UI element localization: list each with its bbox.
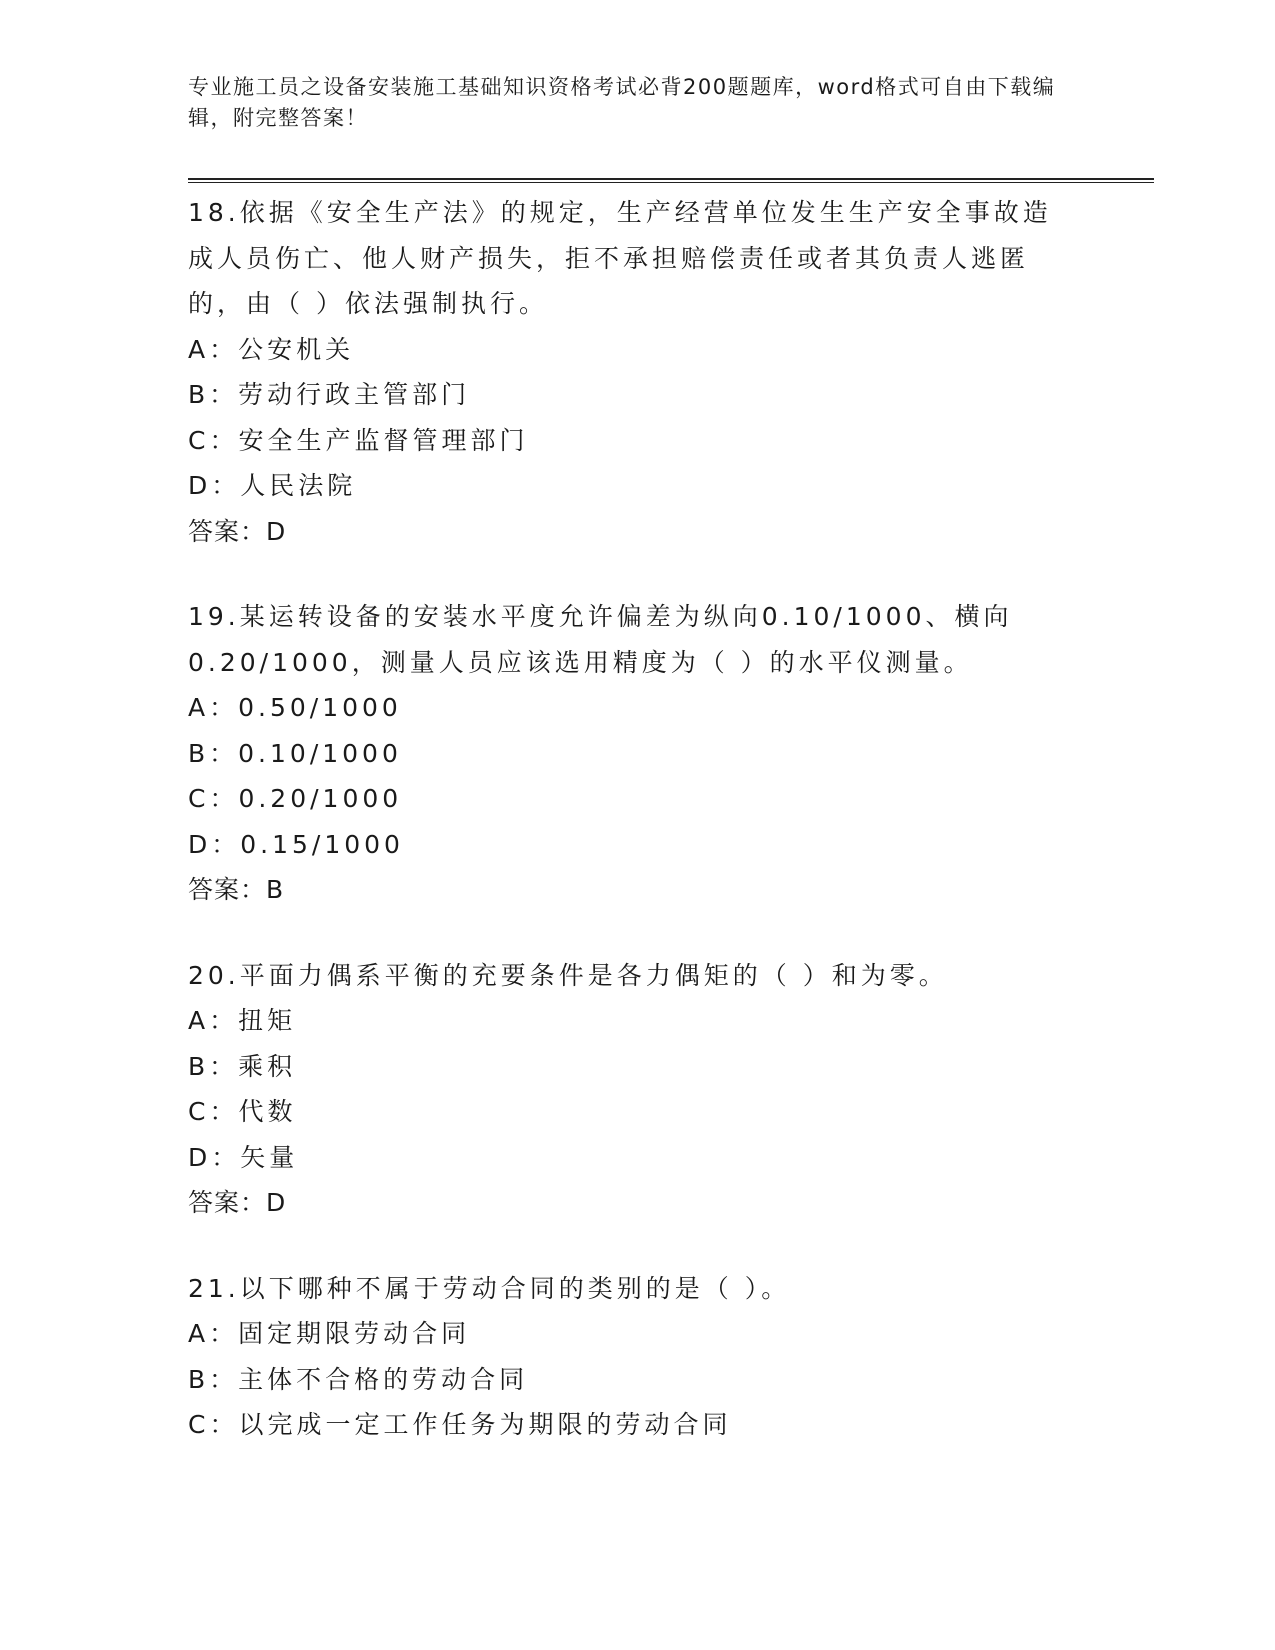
answer-label: 答案：B <box>188 875 285 904</box>
question-18 <box>188 190 1088 554</box>
answer-label: 答案：D <box>188 1188 287 1217</box>
document-header: 专业施工员之设备安装施工基础知识资格考试必背200题题库，word格式可自由下载编辑，附完整答案！ <box>188 75 1056 130</box>
option-b: B：0.10/1000 <box>188 738 402 768</box>
option-c: C：代数 <box>188 1097 297 1126</box>
option-d: D：0.15/1000 <box>188 829 404 859</box>
option-d: D：矢量 <box>188 1142 299 1172</box>
question-stem: 21.以下哪种不属于劳动合同的类别的是（ ）。 <box>188 1273 791 1303</box>
option-c: C：以完成一定工作任务为期限的劳动合同 <box>188 1410 732 1439</box>
question-21 <box>188 1266 1088 1448</box>
question-list <box>188 190 1088 1488</box>
header-divider <box>188 178 1154 183</box>
option-a: A：固定期限劳动合同 <box>188 1319 471 1348</box>
option-a: A：扭矩 <box>188 1006 297 1035</box>
option-d: D：人民法院 <box>188 471 357 500</box>
question-20 <box>188 953 1088 1226</box>
question-19 <box>188 594 1088 913</box>
question-stem: 19.某运转设备的安装水平度允许偏差为纵向0.10/1000、横向0.20/1000，测量人员应该选用精度为（ ）的水平仪测量。 <box>188 602 1013 677</box>
option-a: A：0.50/1000 <box>188 693 402 722</box>
question-stem: 18.依据《安全生产法》的规定，生产经营单位发生生产安全事故造成人员伤亡、他人财产损失，拒不承担赔偿责任或者其负责人逃匿的，由（ ）依法强制执行。 <box>188 198 1052 318</box>
option-b: B：乘积 <box>188 1051 297 1081</box>
option-b: B：劳动行政主管部门 <box>188 380 471 409</box>
answer-label: 答案：D <box>188 516 287 546</box>
option-a: A：公安机关 <box>188 334 355 364</box>
option-b: B：主体不合格的劳动合同 <box>188 1364 529 1394</box>
option-c: C：0.20/1000 <box>188 784 403 813</box>
option-c: C：安全生产监督管理部门 <box>188 425 529 455</box>
question-stem: 20.平面力偶系平衡的充要条件是各力偶矩的（ ）和为零。 <box>188 960 948 990</box>
